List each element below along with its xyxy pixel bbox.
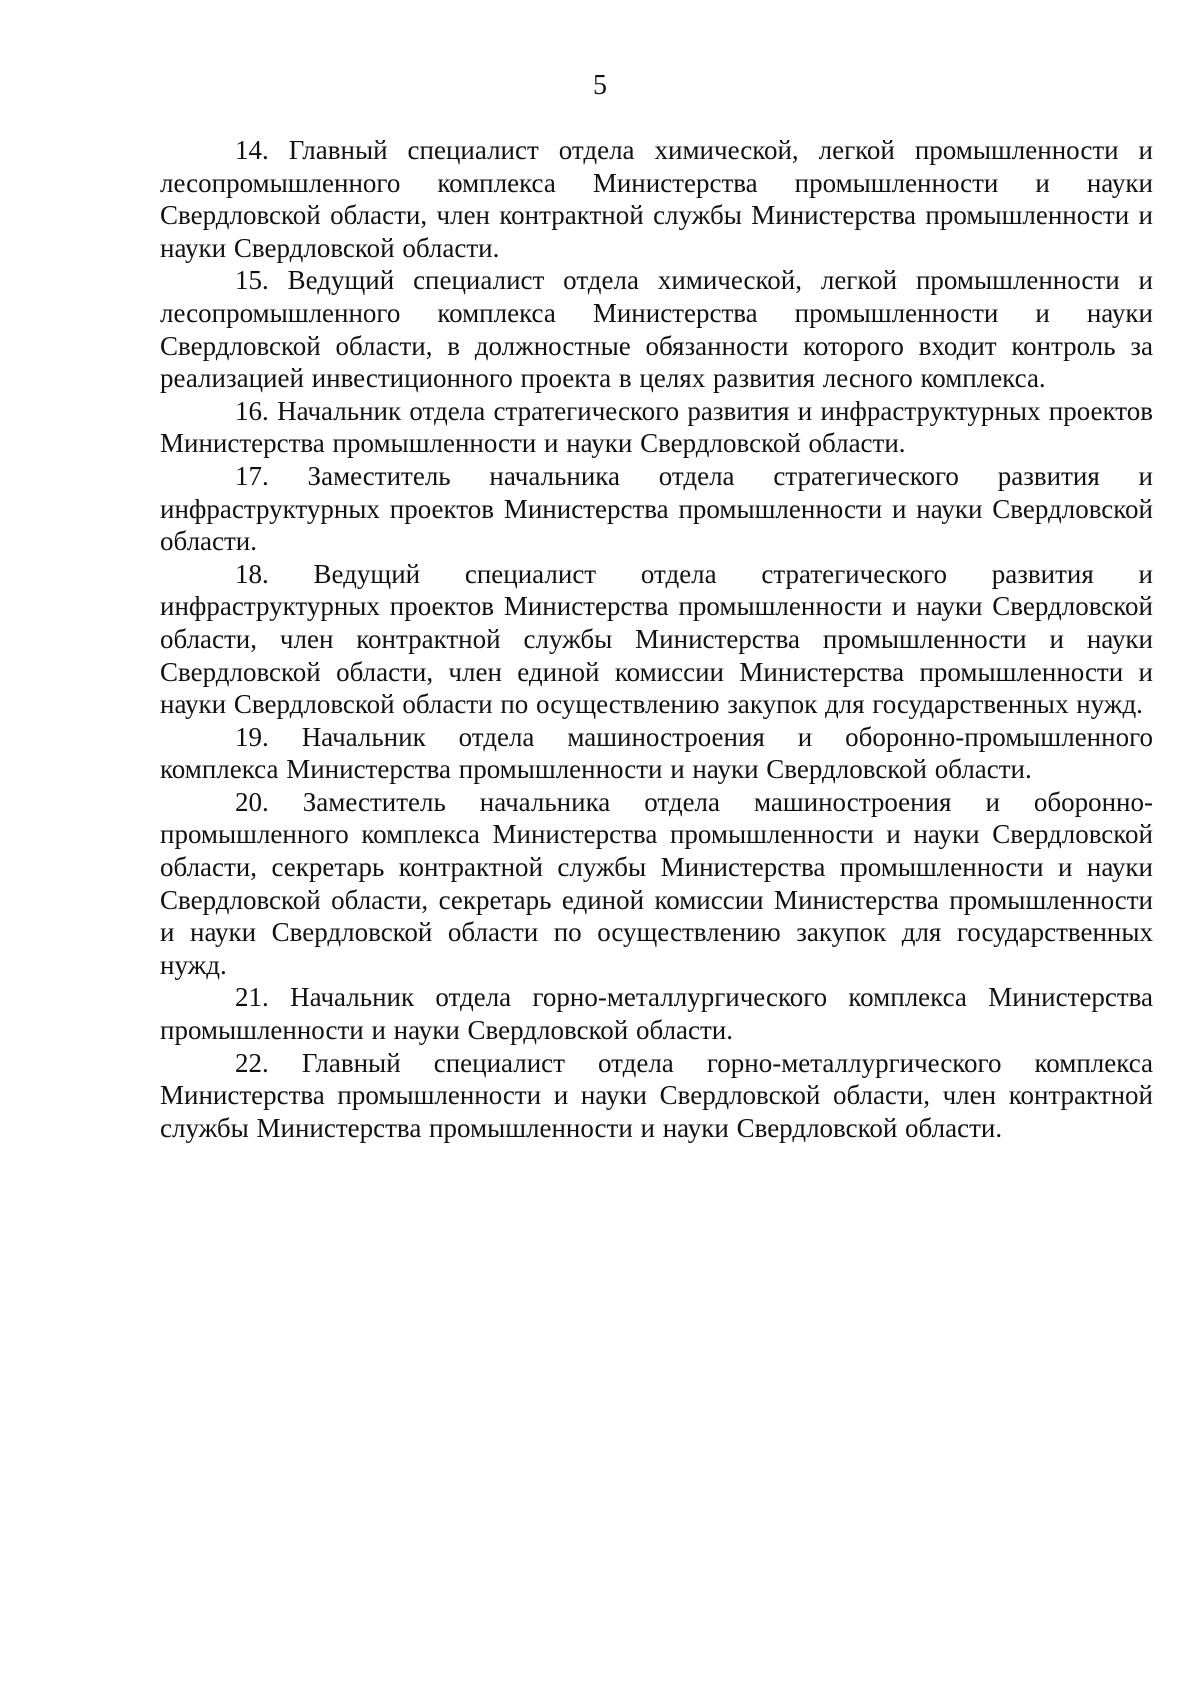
- list-item-16: 16. Начальник отдела стратегического развития и инфраструктурных проектов Министерства промышленности и науки Свердловской области.: [160, 395, 1153, 459]
- list-item-20: 20. Заместитель начальника отдела машиностроения и оборонно-промышленного комплекса Министерства промышленности и науки Свердловской области, секретарь контрактной службы Министерства промышленности и науки Свердловской области, секретарь единой комиссии Министерства промышленности и науки Свердловской области по осуществлению закупок для государственных нужд.: [160, 786, 1153, 980]
- list-item-14: 14. Главный специалист отдела химической, легкой промышленности и лесопромышленного комплекса Министерства промышленности и науки Свердловской области, член контрактной службы Министерства промышленности и науки Свердловской области.: [160, 135, 1153, 263]
- page-number: 5: [593, 70, 607, 101]
- list-item-15: 15. Ведущий специалист отдела химической, легкой промышленности и лесопромышленного комплекса Министерства промышленности и науки Свердловской области, в должностные обязанности которого входит контроль за реализацией инвестиционного проекта в целях развития лесного комплекса.: [160, 265, 1153, 394]
- document-body: [160, 134, 1153, 1144]
- list-item-21: 21. Начальник отдела горно-металлургического комплекса Министерства промышленности и науки Свердловской области.: [160, 982, 1153, 1046]
- list-item-19: 19. Начальник отдела машиностроения и оборонно-промышленного комплекса Министерства промышленности и науки Свердловской области.: [160, 721, 1153, 785]
- list-item-17: 17. Заместитель начальника отдела стратегического развития и инфраструктурных проектов Министерства промышленности и науки Свердловской области.: [160, 460, 1153, 557]
- list-item-22: 22. Главный специалист отдела горно-металлургического комплекса Министерства промышленности и науки Свердловской области, член контрактной службы Министерства промышленности и науки Свердловской области.: [160, 1047, 1153, 1143]
- list-item-18: 18. Ведущий специалист отдела стратегического развития и инфраструктурных проектов Министерства промышленности и науки Свердловской области, член контрактной службы Министерства промышленности и науки Свердловской области, член единой комиссии Министерства промышленности и науки Свердловской области по осуществлению закупок для государственных нужд.: [160, 558, 1153, 720]
